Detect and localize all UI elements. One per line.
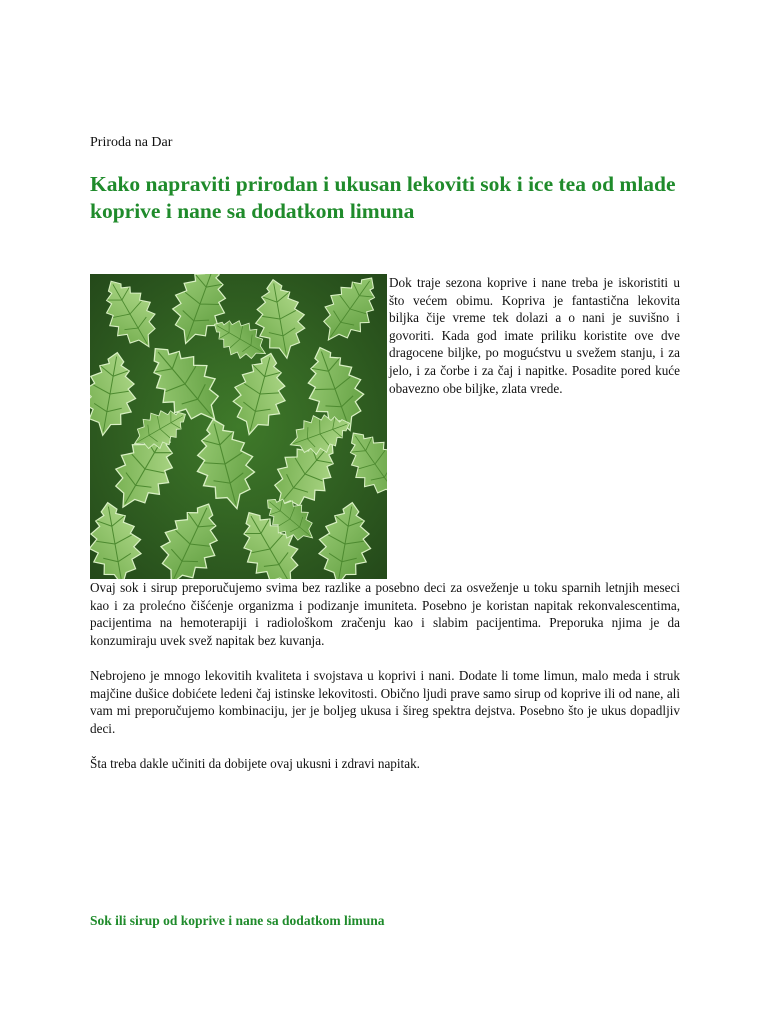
- article-title: Kako napraviti prirodan i ukusan lekoviti sok i ice tea od mlade koprive i nane sa dodatkom limuna: [90, 172, 676, 223]
- article-body: [90, 274, 680, 790]
- paragraph-2: Ovaj sok i sirup preporučujemo svima bez razlike a posebno deci za osveženje u toku sparnih letnjih meseci kao i za prolećno čišćenje organizma i podizanje imuniteta. Posebno je koristan napitak rekonvalescentima, pacijentima na hemoterapiji i radiološkom zračenju kao i slabim pacijentima. Preporuka njima je da konzumiraju uvek svež napitak bez kuvanja.: [90, 580, 680, 648]
- nettle-leaves-image: [90, 274, 387, 579]
- site-name: Priroda na Dar: [90, 135, 173, 150]
- paragraph-1: Dok traje sezona koprive i nane treba je iskoristiti u što većem obimu. Kopriva je fantastična lekovita biljka čije vreme tek dolazi a o nani je suvišno i govoriti. Kada god imate priliku koristite ove dve dragocene biljke, po mogućstvu u svežem stanju, i za jelo, i za čorbe i za čaj i napitke. Posadite pored kuće obavezno obe biljke, zlata vrede.: [389, 275, 680, 396]
- paragraph-3: Nebrojeno je mnogo lekovitih kvaliteta i svojstava u koprivi i nani. Dodate li tome limun, malo meda i struk majčine dušice dobićete ledeni čaj istinske lekovitosti. Obično ljudi prave samo sirup od koprive ili od nane, ali vam mi preporučujemo kombinaciju, jer je boljeg ukusa i šireg spektra dejstva. Posebno što je ukus dopadljiv deci.: [90, 667, 680, 736]
- section-title: Sok ili sirup od koprive i nane sa dodatkom limuna: [90, 913, 385, 928]
- paragraph-4: Šta treba dakle učiniti da dobijete ovaj ukusni i zdravi napitak.: [90, 755, 420, 771]
- nettle-leaves-illustration: [90, 274, 387, 579]
- document-page: [90, 0, 680, 1024]
- lead-block: [90, 274, 680, 579]
